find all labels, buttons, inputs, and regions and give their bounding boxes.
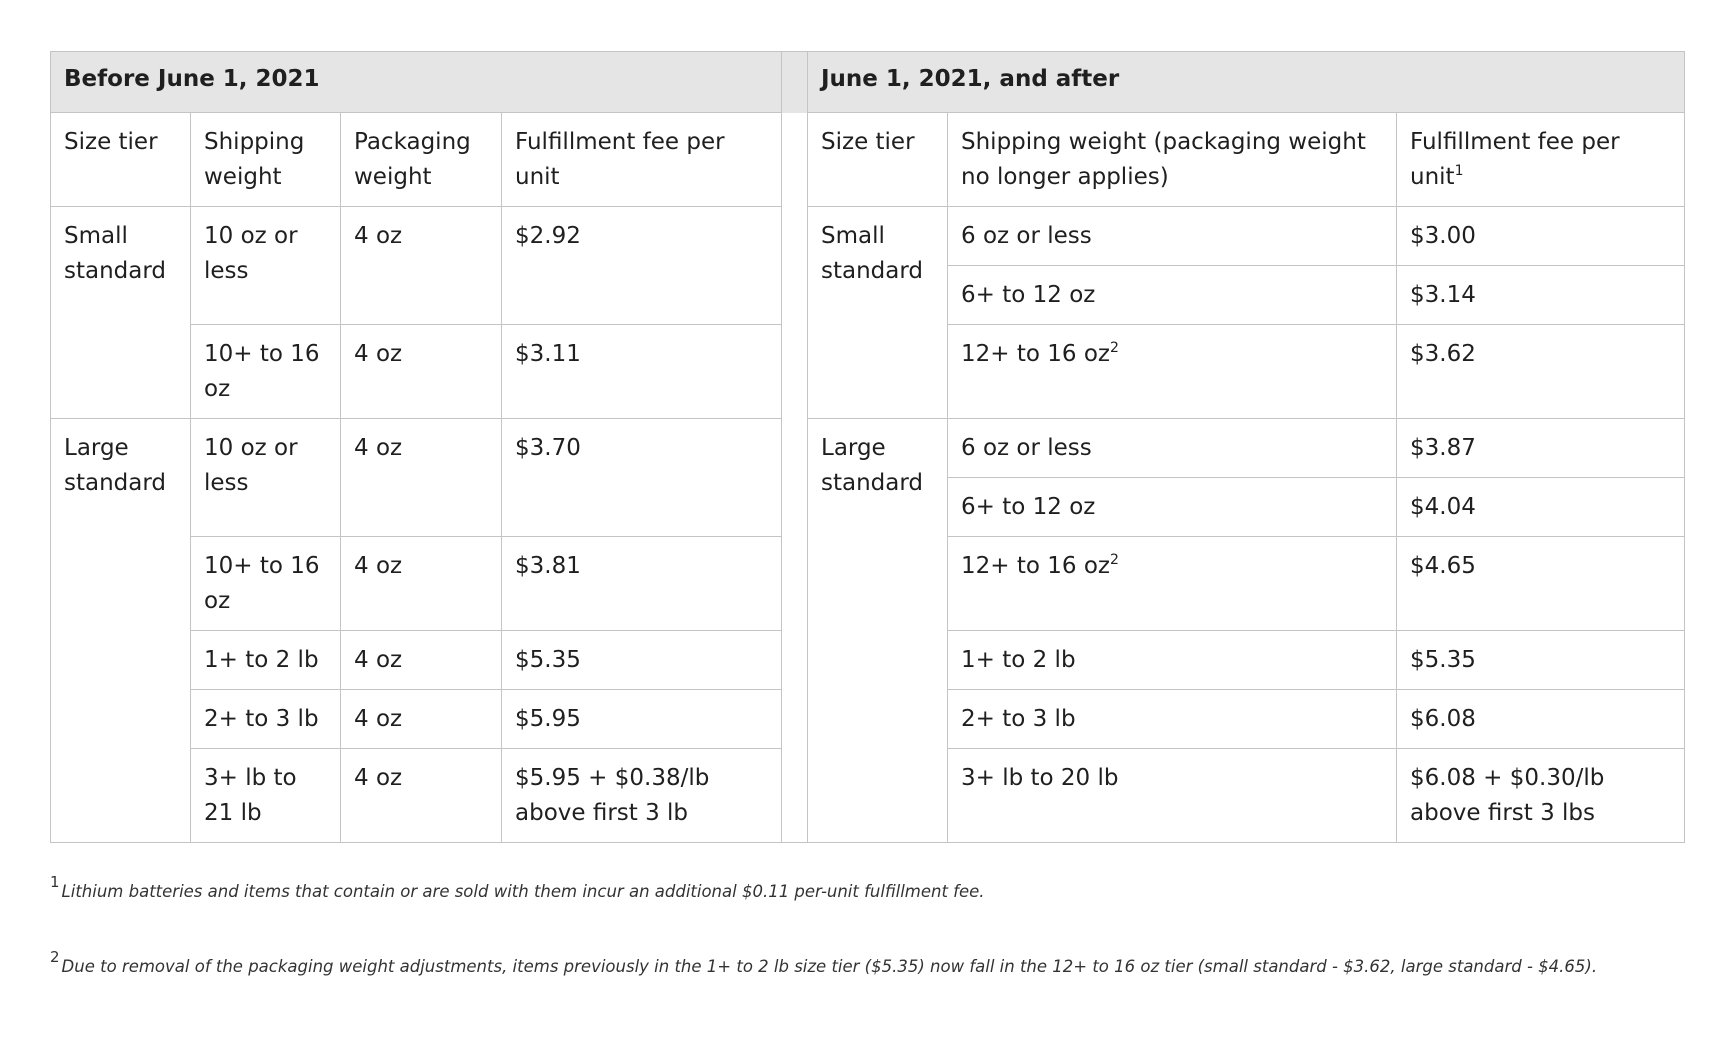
cell-fee: $5.95 — [502, 690, 782, 749]
cell-pack: 4 oz — [341, 631, 502, 690]
cell-fee-new: $6.08 + $0.30/lb above first 3 lbs — [1397, 749, 1685, 843]
col-label-size-tier-new: Size tier — [808, 113, 948, 207]
cell-ship-new — [948, 325, 1397, 419]
col-label-text: Fulfillment fee per unit — [1410, 129, 1620, 190]
cell-fee-new: $3.14 — [1397, 266, 1685, 325]
cell-text: 12+ to 16 oz — [961, 553, 1110, 579]
column-divider — [782, 478, 808, 537]
column-divider — [782, 419, 808, 478]
footnote-1 — [50, 873, 985, 901]
footnote-text: Due to removal of the packaging weight adjustments, items previously in the 1+ to 2 lb size tier ($5.35) now fall in the 12+ to 16 oz tier (small standard - $3.62, large standard - $4.65). — [61, 957, 1598, 976]
col-label-fulfillment-fee: Fulfillment fee per unit — [502, 113, 782, 207]
cell-ship-new: 2+ to 3 lb — [948, 690, 1397, 749]
cell-ship-new: 6 oz or less — [948, 207, 1397, 266]
cell-pack: 4 oz — [341, 325, 502, 419]
column-divider — [782, 266, 808, 325]
fulfillment-fee-table — [50, 51, 1685, 843]
column-divider — [782, 325, 808, 419]
cell-ship: 3+ lb to 21 lb — [191, 749, 341, 843]
footnote-mark: 1 — [50, 873, 60, 891]
cell-pack: 4 oz — [341, 690, 502, 749]
cell-fee: $5.35 — [502, 631, 782, 690]
col-label-fulfillment-fee-new — [1397, 113, 1685, 207]
tier-small-after: Small standard — [808, 207, 948, 419]
footnote-ref: 1 — [1454, 163, 1464, 179]
cell-ship: 1+ to 2 lb — [191, 631, 341, 690]
table-header-row — [51, 52, 1685, 113]
cell-ship-new — [948, 537, 1397, 631]
col-label-size-tier: Size tier — [51, 113, 191, 207]
footnote-mark: 2 — [50, 948, 60, 966]
footnote-ref: 2 — [1109, 340, 1119, 356]
cell-ship-new: 3+ lb to 20 lb — [948, 749, 1397, 843]
column-divider — [782, 537, 808, 631]
cell-ship-new: 6+ to 12 oz — [948, 266, 1397, 325]
cell-fee: $3.81 — [502, 537, 782, 631]
cell-ship: 10+ to 16 oz — [191, 325, 341, 419]
cell-ship-new: 6+ to 12 oz — [948, 478, 1397, 537]
table-row — [51, 207, 1685, 266]
column-divider — [782, 207, 808, 266]
cell-pack: 4 oz — [341, 419, 502, 537]
col-label-shipping-weight-new: Shipping weight (packaging weight no longer applies) — [948, 113, 1397, 207]
footnote-ref: 2 — [1109, 552, 1119, 568]
cell-fee: $2.92 — [502, 207, 782, 325]
header-before: Before June 1, 2021 — [51, 52, 782, 113]
cell-pack: 4 oz — [341, 207, 502, 325]
cell-fee-new: $5.35 — [1397, 631, 1685, 690]
cell-ship-new: 1+ to 2 lb — [948, 631, 1397, 690]
col-label-shipping-weight: Shipping weight — [191, 113, 341, 207]
cell-fee: $3.11 — [502, 325, 782, 419]
tier-large-after: Large standard — [808, 419, 948, 843]
footnote-2 — [50, 948, 1598, 976]
cell-pack: 4 oz — [341, 749, 502, 843]
cell-ship-new: 6 oz or less — [948, 419, 1397, 478]
cell-ship: 10 oz or less — [191, 419, 341, 537]
cell-fee-new: $3.00 — [1397, 207, 1685, 266]
tier-large-before: Large standard — [51, 419, 191, 843]
cell-fee-new: $3.87 — [1397, 419, 1685, 478]
footnote-text: Lithium batteries and items that contain or are sold with them incur an additional $0.11 per-unit fulfillment fee. — [61, 882, 985, 901]
cell-ship: 2+ to 3 lb — [191, 690, 341, 749]
tier-small-before: Small standard — [51, 207, 191, 419]
cell-fee: $5.95 + $0.38/lb above first 3 lb — [502, 749, 782, 843]
cell-ship: 10+ to 16 oz — [191, 537, 341, 631]
cell-fee-new: $3.62 — [1397, 325, 1685, 419]
column-divider — [782, 690, 808, 749]
col-label-packaging-weight: Packaging weight — [341, 113, 502, 207]
column-labels-row — [51, 113, 1685, 207]
cell-fee-new: $6.08 — [1397, 690, 1685, 749]
column-divider — [782, 749, 808, 843]
cell-fee-new: $4.04 — [1397, 478, 1685, 537]
header-after: June 1, 2021, and after — [808, 52, 1685, 113]
table-row — [51, 419, 1685, 478]
cell-pack: 4 oz — [341, 537, 502, 631]
cell-ship: 10 oz or less — [191, 207, 341, 325]
column-divider — [782, 631, 808, 690]
cell-fee: $3.70 — [502, 419, 782, 537]
column-divider — [782, 113, 808, 207]
column-divider — [782, 52, 808, 113]
cell-text: 12+ to 16 oz — [961, 341, 1110, 367]
cell-fee-new: $4.65 — [1397, 537, 1685, 631]
